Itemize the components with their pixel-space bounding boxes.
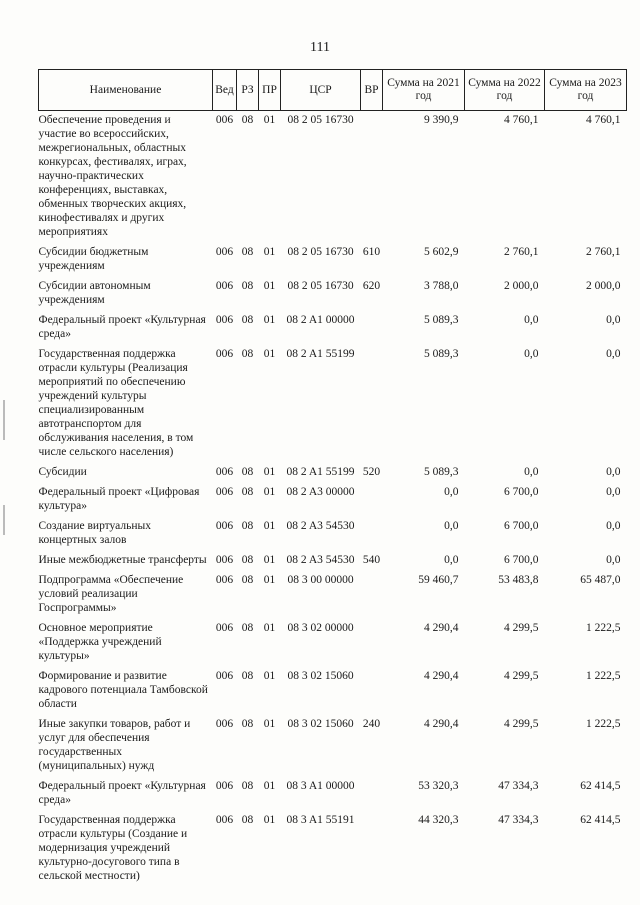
row-vr xyxy=(361,811,383,887)
row-sum-2021: 0,0 xyxy=(444,554,459,566)
row-vr xyxy=(361,777,383,811)
row-ved: 006 xyxy=(215,280,234,292)
row-name: Субсидии автономным учреждениям xyxy=(38,280,151,306)
row-sum-2022: 6 700,0 xyxy=(504,486,539,498)
row-ved: 006 xyxy=(215,486,234,498)
header-csr: ЦСР xyxy=(281,70,361,111)
table-row xyxy=(39,111,627,244)
row-sum-2023: 1 222,5 xyxy=(586,670,621,682)
header-sum-2022: Сумма на 2022 год xyxy=(465,70,545,111)
row-sum-2022: 6 700,0 xyxy=(504,554,539,566)
row-name: Иные межбюджетные трансферты xyxy=(38,554,207,566)
row-name: Федеральный проект «Культурная среда» xyxy=(38,314,206,340)
row-vr: 610 xyxy=(362,246,381,258)
row-name: Субсидии xyxy=(38,466,87,478)
row-rz: 08 xyxy=(241,348,254,360)
row-vr: 620 xyxy=(362,280,381,292)
row-pr: 01 xyxy=(263,718,276,730)
row-pr: 01 xyxy=(263,486,276,498)
row-csr: 08 2 A1 00000 xyxy=(286,314,355,326)
header-pr: ПР xyxy=(259,70,281,111)
row-sum-2023: 2 000,0 xyxy=(586,280,621,292)
row-rz: 08 xyxy=(241,466,254,478)
row-name: Основное мероприятие «Поддержка учреждений культуры» xyxy=(38,622,162,662)
table-row xyxy=(39,311,627,345)
row-vr xyxy=(361,619,383,667)
row-name: Обеспечение проведения и участие во всероссийских, межрегиональных, областных конкурсах, фестивалях, играх, научно-практических конференциях, выставках, обменных творческих акциях, кинофестивалях и других мероприятиях xyxy=(38,114,187,238)
row-sum-2021: 3 788,0 xyxy=(424,280,459,292)
table-row xyxy=(39,551,627,571)
row-sum-2022: 4 299,5 xyxy=(504,670,539,682)
row-rz: 08 xyxy=(241,314,254,326)
row-sum-2021: 5 089,3 xyxy=(424,314,459,326)
row-sum-2021: 0,0 xyxy=(444,520,459,532)
row-sum-2021: 4 290,4 xyxy=(424,670,459,682)
header-rz: РЗ xyxy=(237,70,259,111)
row-vr xyxy=(361,483,383,517)
row-pr: 01 xyxy=(263,246,276,258)
row-sum-2022: 4 299,5 xyxy=(504,718,539,730)
row-sum-2023: 0,0 xyxy=(606,466,621,478)
row-vr xyxy=(361,311,383,345)
row-csr: 08 3 02 00000 xyxy=(287,622,354,634)
row-sum-2021: 0,0 xyxy=(444,486,459,498)
table-row xyxy=(39,571,627,619)
row-pr: 01 xyxy=(263,520,276,532)
row-ved: 006 xyxy=(215,780,234,792)
row-sum-2023: 0,0 xyxy=(606,520,621,532)
row-sum-2021: 4 290,4 xyxy=(424,622,459,634)
row-csr: 08 3 A1 55191 xyxy=(286,814,355,826)
row-pr: 01 xyxy=(263,622,276,634)
scan-edge-mark xyxy=(3,505,5,535)
row-rz: 08 xyxy=(241,280,254,292)
table-row xyxy=(39,517,627,551)
row-csr: 08 2 A3 54530 xyxy=(286,554,355,566)
row-pr: 01 xyxy=(263,814,276,826)
row-csr: 08 2 05 16730 xyxy=(287,280,354,292)
table-header-row xyxy=(39,70,627,111)
row-sum-2021: 59 460,7 xyxy=(418,574,459,586)
row-sum-2021: 53 320,3 xyxy=(418,780,459,792)
row-vr: 240 xyxy=(362,718,381,730)
row-sum-2023: 62 414,5 xyxy=(580,814,621,826)
row-ved: 006 xyxy=(215,314,234,326)
row-sum-2023: 4 760,1 xyxy=(586,114,621,126)
header-name: Наименование xyxy=(39,70,213,111)
table-body xyxy=(39,111,627,888)
header-vr: ВР xyxy=(361,70,383,111)
row-sum-2023: 0,0 xyxy=(606,554,621,566)
row-sum-2022: 2 760,1 xyxy=(504,246,539,258)
page-number: 111 xyxy=(310,40,330,55)
row-csr: 08 3 A1 00000 xyxy=(286,780,355,792)
row-sum-2021: 4 290,4 xyxy=(424,718,459,730)
row-sum-2022: 47 334,3 xyxy=(498,814,539,826)
row-rz: 08 xyxy=(241,622,254,634)
row-name: Иные закупки товаров, работ и услуг для обеспечения государственных (муниципальных) нужд xyxy=(38,718,191,772)
row-vr xyxy=(361,571,383,619)
row-sum-2022: 47 334,3 xyxy=(498,780,539,792)
row-pr: 01 xyxy=(263,114,276,126)
row-sum-2022: 0,0 xyxy=(524,466,539,478)
row-ved: 006 xyxy=(215,574,234,586)
row-ved: 006 xyxy=(215,466,234,478)
row-vr xyxy=(361,667,383,715)
row-ved: 006 xyxy=(215,246,234,258)
row-rz: 08 xyxy=(241,718,254,730)
row-csr: 08 2 05 16730 xyxy=(287,246,354,258)
row-sum-2023: 1 222,5 xyxy=(586,622,621,634)
row-csr: 08 2 05 16730 xyxy=(287,114,354,126)
row-csr: 08 2 A3 00000 xyxy=(286,486,355,498)
row-sum-2023: 0,0 xyxy=(606,314,621,326)
table-row xyxy=(39,463,627,483)
table-row xyxy=(39,345,627,463)
row-sum-2021: 5 089,3 xyxy=(424,466,459,478)
row-sum-2023: 62 414,5 xyxy=(580,780,621,792)
row-vr: 520 xyxy=(362,466,381,478)
row-sum-2021: 9 390,9 xyxy=(424,114,459,126)
row-rz: 08 xyxy=(241,114,254,126)
table-row xyxy=(39,619,627,667)
row-ved: 006 xyxy=(215,718,234,730)
row-csr: 08 3 02 15060 xyxy=(287,718,354,730)
row-rz: 08 xyxy=(241,780,254,792)
table-row xyxy=(39,715,627,777)
row-csr: 08 2 A3 54530 xyxy=(286,520,355,532)
row-pr: 01 xyxy=(263,574,276,586)
row-name: Субсидии бюджетным учреждениям xyxy=(38,246,149,272)
row-sum-2021: 5 602,9 xyxy=(424,246,459,258)
table-row xyxy=(39,667,627,715)
row-name: Формирование и развитие кадрового потенциала Тамбовской области xyxy=(38,670,208,710)
header-ved: Вед xyxy=(213,70,237,111)
row-rz: 08 xyxy=(241,486,254,498)
budget-table xyxy=(38,69,627,887)
row-vr: 540 xyxy=(362,554,381,566)
row-csr: 08 3 02 15060 xyxy=(287,670,354,682)
row-sum-2023: 0,0 xyxy=(606,486,621,498)
row-sum-2021: 5 089,3 xyxy=(424,348,459,360)
row-pr: 01 xyxy=(263,466,276,478)
row-sum-2022: 0,0 xyxy=(524,314,539,326)
row-vr xyxy=(361,517,383,551)
row-sum-2023: 65 487,0 xyxy=(580,574,621,586)
row-rz: 08 xyxy=(241,520,254,532)
row-name: Федеральный проект «Цифровая культура» xyxy=(38,486,200,512)
row-sum-2023: 0,0 xyxy=(606,348,621,360)
header-sum-2023: Сумма на 2023 год xyxy=(545,70,627,111)
row-csr: 08 2 A1 55199 xyxy=(286,348,355,360)
table-row xyxy=(39,277,627,311)
row-ved: 006 xyxy=(215,520,234,532)
row-name: Государственная поддержка отрасли культуры (Реализация мероприятий по обеспечению учреждений культуры специализированным автотранспортом для обслуживания населения, в том числе сельского населения) xyxy=(38,348,194,458)
row-ved: 006 xyxy=(215,554,234,566)
row-csr: 08 2 A1 55199 xyxy=(286,466,355,478)
row-name: Федеральный проект «Культурная среда» xyxy=(38,780,206,806)
scan-edge-mark xyxy=(3,400,5,440)
table-row xyxy=(39,483,627,517)
row-ved: 006 xyxy=(215,348,234,360)
header-sum-2021: Сумма на 2021 год xyxy=(383,70,465,111)
row-vr xyxy=(361,345,383,463)
row-rz: 08 xyxy=(241,554,254,566)
row-sum-2022: 4 299,5 xyxy=(504,622,539,634)
row-rz: 08 xyxy=(241,246,254,258)
row-name: Создание виртуальных концертных залов xyxy=(38,520,151,546)
row-ved: 006 xyxy=(215,622,234,634)
row-sum-2022: 6 700,0 xyxy=(504,520,539,532)
row-rz: 08 xyxy=(241,670,254,682)
row-sum-2021: 44 320,3 xyxy=(418,814,459,826)
row-name: Государственная поддержка отрасли культуры (Создание и модернизация учреждений культурно-досугового типа в сельской местности) xyxy=(38,814,188,882)
table-row xyxy=(39,243,627,277)
row-sum-2023: 2 760,1 xyxy=(586,246,621,258)
row-csr: 08 3 00 00000 xyxy=(287,574,354,586)
row-ved: 006 xyxy=(215,670,234,682)
row-rz: 08 xyxy=(241,574,254,586)
row-name: Подпрограмма «Обеспечение условий реализации Госпрограммы» xyxy=(38,574,184,614)
row-pr: 01 xyxy=(263,280,276,292)
row-ved: 006 xyxy=(215,114,234,126)
table-row xyxy=(39,777,627,811)
row-pr: 01 xyxy=(263,670,276,682)
row-ved: 006 xyxy=(215,814,234,826)
row-sum-2022: 2 000,0 xyxy=(504,280,539,292)
row-rz: 08 xyxy=(241,814,254,826)
row-sum-2022: 4 760,1 xyxy=(504,114,539,126)
row-pr: 01 xyxy=(263,314,276,326)
row-pr: 01 xyxy=(263,348,276,360)
row-sum-2023: 1 222,5 xyxy=(586,718,621,730)
row-sum-2022: 53 483,8 xyxy=(498,574,539,586)
row-vr xyxy=(361,111,383,244)
row-pr: 01 xyxy=(263,554,276,566)
row-sum-2022: 0,0 xyxy=(524,348,539,360)
table-row xyxy=(39,811,627,887)
row-pr: 01 xyxy=(263,780,276,792)
